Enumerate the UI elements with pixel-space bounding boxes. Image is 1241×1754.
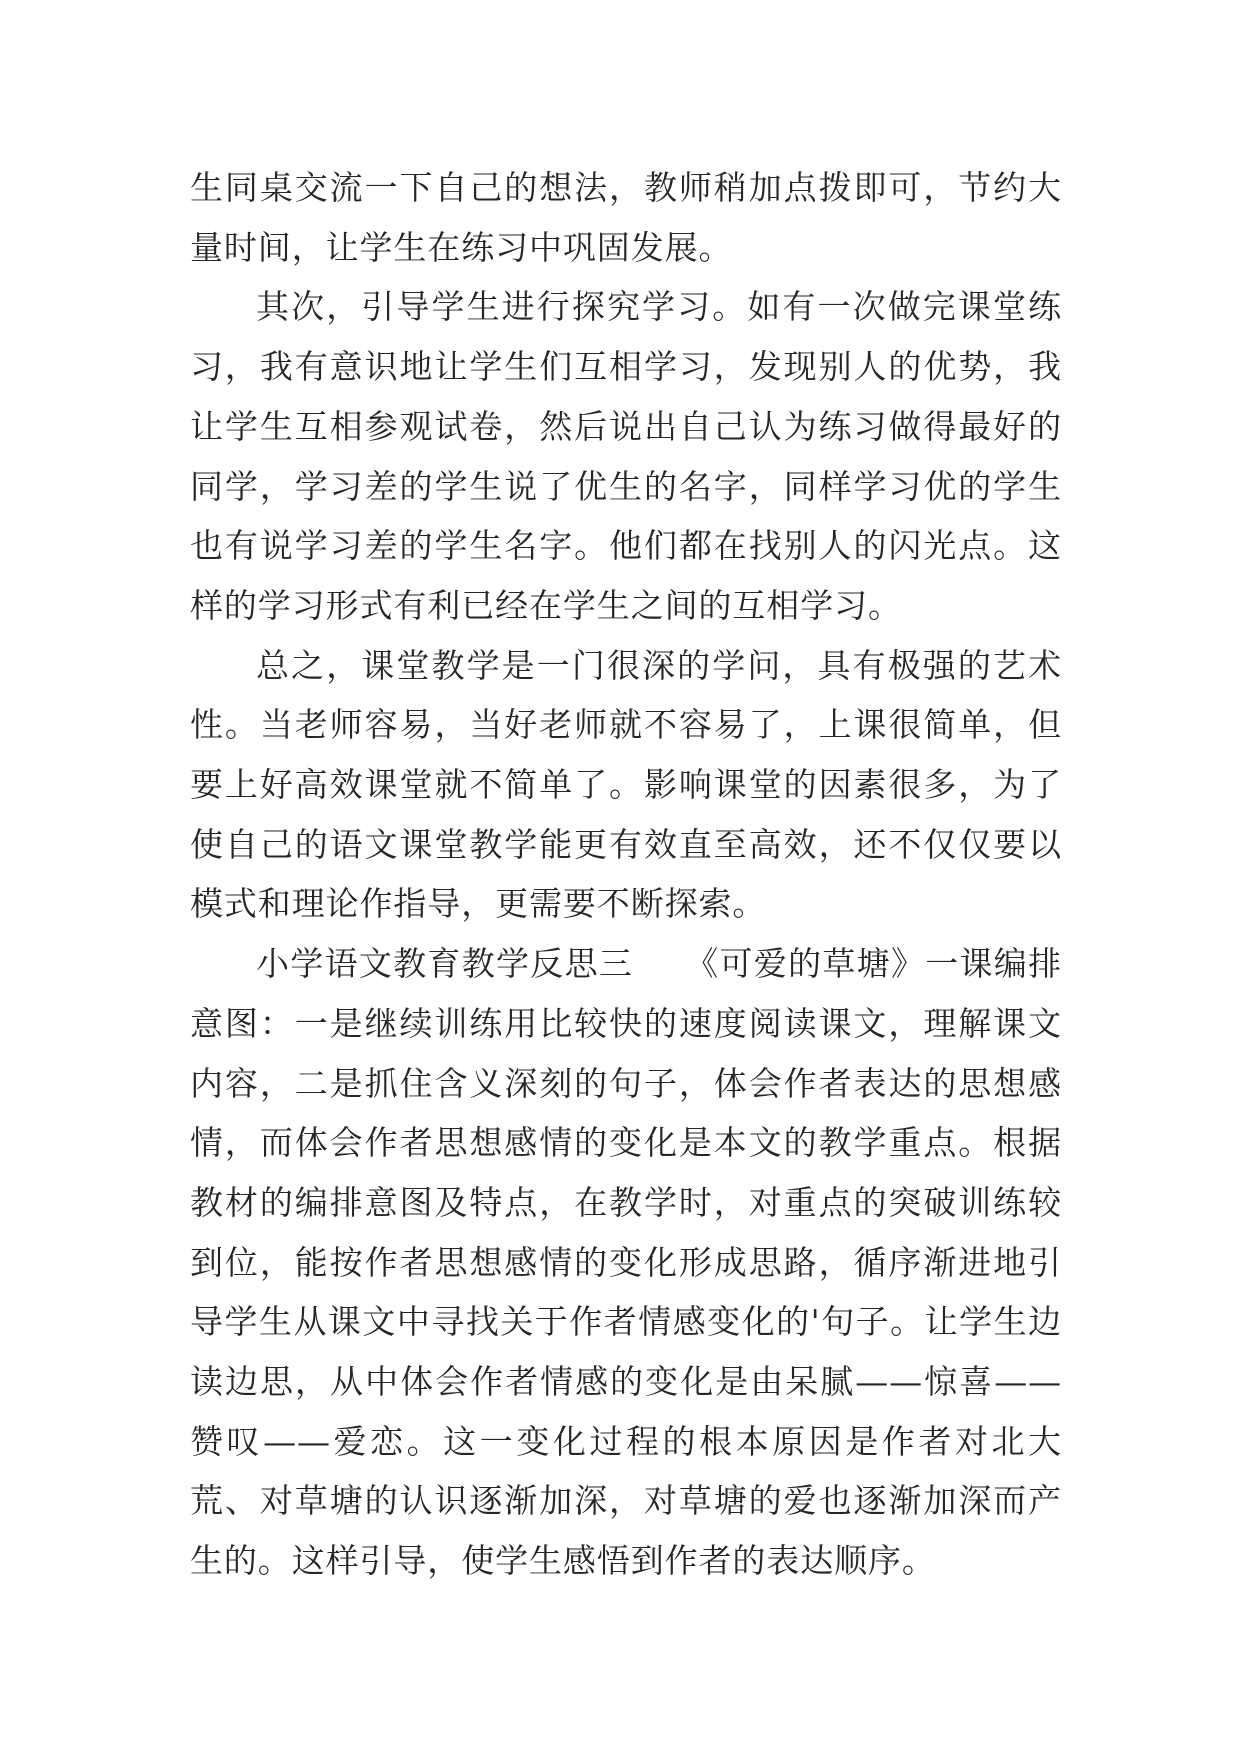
document-body (190, 158, 1062, 1591)
paragraph-reflection-three: 小学语文教育教学反思三 《可爱的草塘》一课编排意图：一是继续训练用比较快的速度阅读课文，理解课文内容，二是抓住含义深刻的句子，体会作者表达的思想感情，而体会作者思想感情的变化是本文的教学重点。根据教材的编排意图及特点，在教学时，对重点的突破训练较到位，能按作者思想感情的变化形成思路，循序渐进地引导学生从课文中寻找关于作者情感变化的'句子。让学生边读边思，从中体会作者情感的变化是由呆腻——惊喜——赞叹——爱恋。这一变化过程的根本原因是作者对北大荒、对草塘的认识逐渐加深，对草塘的爱也逐渐加深而产生的。这样引导，使学生感悟到作者的表达顺序。 (190, 944, 1062, 1581)
paragraph-continuation: 生同桌交流一下自己的想法，教师稍加点拨即可，节约大量时间，让学生在练习中巩固发展。 (190, 168, 1062, 267)
paragraph-exploration-learning: 其次，引导学生进行探究学习。如有一次做完课堂练习，我有意识地让学生们互相学习，发现别人的优势，我让学生互相参观试卷，然后说出自己认为练习做得最好的同学，学习差的学生说了优生的名字，同样学习优的学生也有说学习差的学生名字。他们都在找别人的闪光点。这样的学习形式有利已经在学生之间的互相学习。 (190, 287, 1062, 625)
paragraph-conclusion: 总之，课堂教学是一门很深的学问，具有极强的艺术性。当老师容易，当好老师就不容易了，上课很简单，但要上好高效课堂就不简单了。影响课堂的因素很多，为了使自己的语文课堂教学能更有效直至高效，还不仅仅要以模式和理论作指导，更需要不断探索。 (190, 645, 1062, 924)
